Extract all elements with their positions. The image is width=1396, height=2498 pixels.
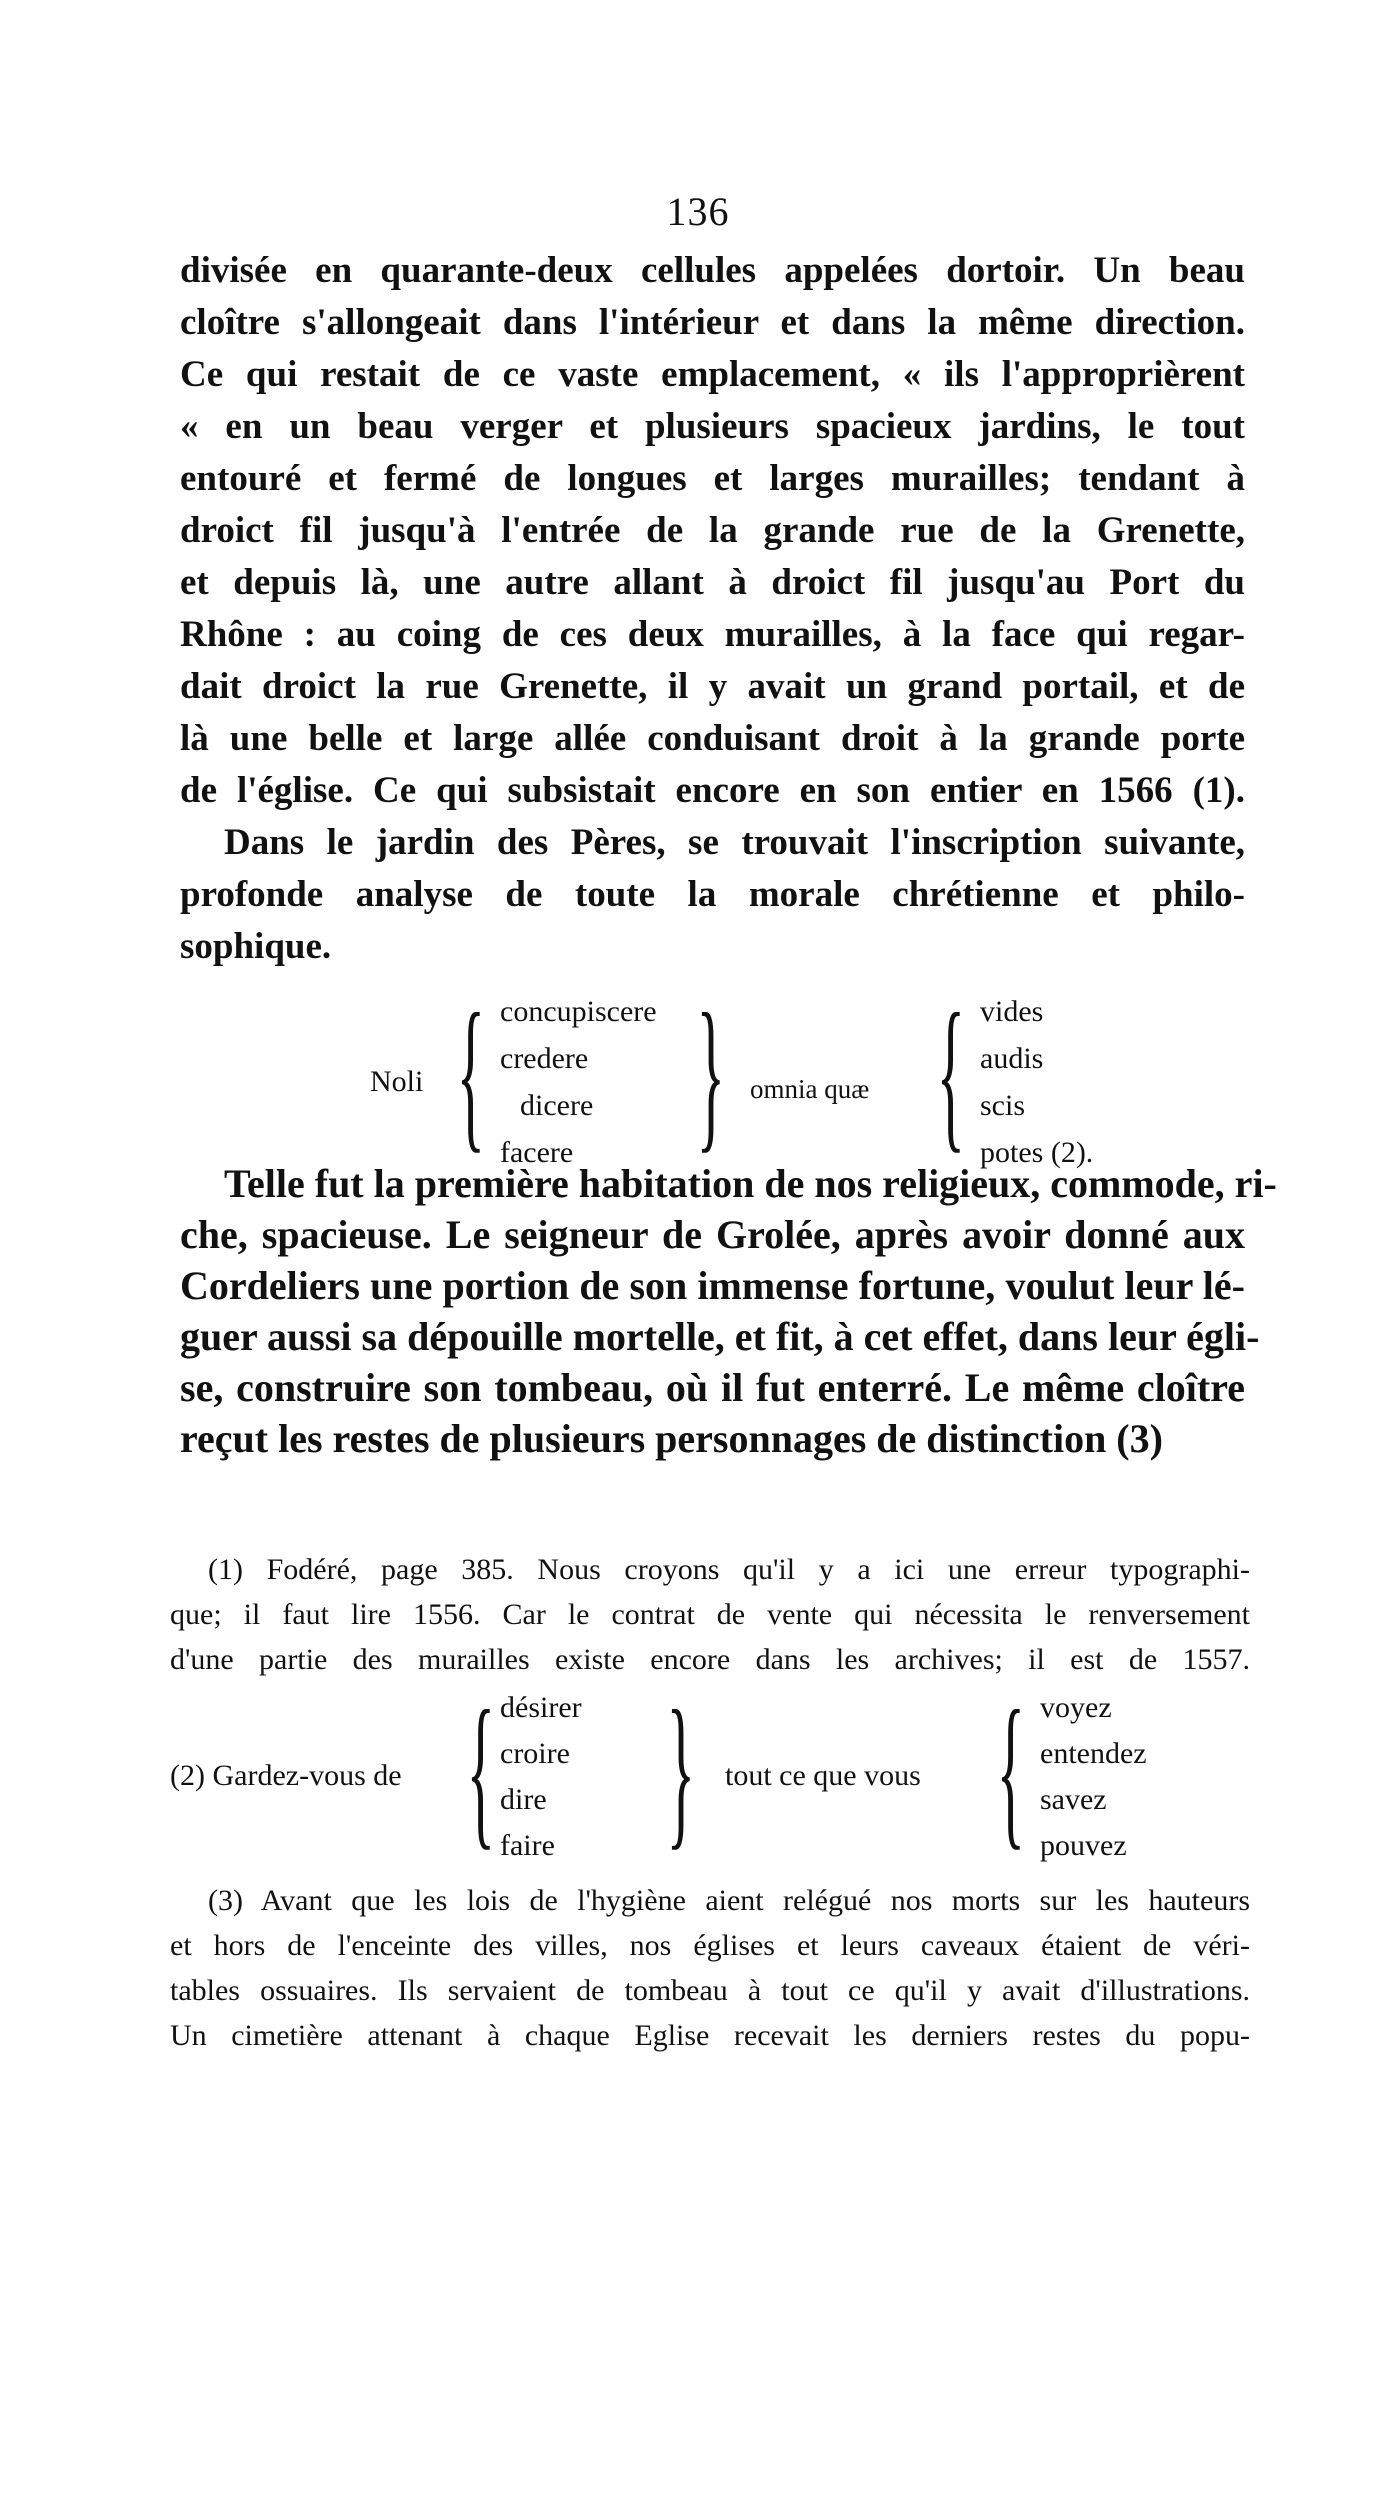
footnote-line: tables ossuaires. Ils servaient de tombeau à tout ce qu'il y avait d'illustrations. xyxy=(170,1974,1250,2007)
footnote-line: et hors de l'enceinte des villes, nos églises et leurs caveaux étaient de véri- xyxy=(170,1929,1250,1962)
latin-inscription xyxy=(370,979,1190,1178)
verb: désirer xyxy=(500,1691,582,1724)
text-line: droict fil jusqu'à l'entrée de la grande rue de la Grenette, xyxy=(180,510,1245,551)
text-line: divisée en quarante-deux cellules appelées dortoir. Un beau xyxy=(180,250,1245,291)
text-line: Ce qui restait de ce vaste emplacement, « ils l'approprièrent xyxy=(180,354,1245,395)
footnote-2-lead: (2) Gardez-vous de xyxy=(170,1759,402,1792)
text-line: et depuis là, une autre allant à droict fil jusqu'au Port du xyxy=(180,562,1245,603)
text-line: guer aussi sa dépouille mortelle, et fit, à cet effet, dans leur égli- xyxy=(180,1314,1260,1359)
object: pouvez xyxy=(1040,1829,1127,1862)
right-brace-icon: } xyxy=(696,979,726,1167)
main-body xyxy=(180,245,1245,973)
text-line: sophique. xyxy=(180,926,332,967)
text-line: entouré et fermé de longues et larges murailles; tendant à xyxy=(180,458,1245,499)
text-line: là une belle et large allée conduisant droit à la grande porte xyxy=(180,718,1245,759)
footnote-2-middle: tout ce que vous xyxy=(725,1759,921,1792)
verb: faire xyxy=(500,1829,555,1862)
verb: croire xyxy=(500,1737,570,1770)
paragraph-3 xyxy=(180,1158,1277,1464)
text-line: dait droict la rue Grenette, il y avait un grand portail, et de xyxy=(180,666,1245,707)
text-line: reçut les restes de plusieurs personnages de distinction (3) xyxy=(180,1416,1163,1461)
inscription-middle: omnia quæ xyxy=(750,1074,870,1104)
text-line: cloître s'allongeait dans l'intérieur et dans la même direction. xyxy=(180,302,1245,343)
verb: dire xyxy=(500,1783,547,1816)
footnote-1 xyxy=(170,1547,1250,1682)
object: vides xyxy=(980,995,1044,1028)
text-line: de l'église. Ce qui subsistait encore en son entier en 1566 (1). xyxy=(180,770,1245,811)
inscription-verbs xyxy=(500,988,657,1176)
left-brace-icon: { xyxy=(996,1676,1026,1864)
paragraph-1 xyxy=(180,245,1245,817)
verb: dicere xyxy=(520,1089,594,1122)
text-line: se, construire son tombeau, où il fut enterré. Le même cloître xyxy=(180,1365,1245,1410)
inscription-objects xyxy=(980,988,1093,1176)
verb: concupiscere xyxy=(500,995,657,1028)
paragraph-2 xyxy=(180,817,1245,973)
text-line: Cordeliers une portion de son immense fortune, voulut leur lé- xyxy=(180,1263,1245,1308)
footnote-line: d'une partie des murailles existe encore dans les archives; il est de 1557. xyxy=(170,1643,1250,1676)
object: scis xyxy=(980,1089,1025,1122)
left-brace-icon: { xyxy=(466,1676,496,1864)
verb: facere xyxy=(500,1136,574,1169)
verb: credere xyxy=(500,1042,589,1075)
footnote-line: Un cimetière attenant à chaque Eglise recevait les derniers restes du popu- xyxy=(170,2019,1250,2052)
footnote-line: (1) Fodéré, page 385. Nous croyons qu'il y a ici une erreur typographi- xyxy=(208,1553,1250,1586)
page-number: 136 xyxy=(666,189,730,234)
text-line: che, spacieuse. Le seigneur de Grolée, après avoir donné aux xyxy=(180,1212,1245,1257)
object: voyez xyxy=(1040,1691,1112,1724)
object: savez xyxy=(1040,1783,1107,1816)
footnote-line: que; il faut lire 1556. Car le contrat de vente qui nécessita le renversement xyxy=(170,1598,1250,1631)
right-brace-icon: } xyxy=(666,1676,696,1864)
footnote-2-objects xyxy=(1040,1685,1147,1869)
left-brace-icon: { xyxy=(936,979,966,1167)
inscription-lead: Noli xyxy=(370,1065,424,1098)
text-line: Telle fut la première habitation de nos religieux, commode, ri- xyxy=(224,1161,1277,1206)
text-line: « en un beau verger et plusieurs spacieux jardins, le tout xyxy=(180,406,1245,447)
object: audis xyxy=(980,1042,1044,1075)
footnote-2-verbs xyxy=(500,1685,582,1869)
object: entendez xyxy=(1040,1737,1147,1770)
footnote-3 xyxy=(170,1878,1250,2058)
text-line: Dans le jardin des Pères, se trouvait l'inscription suivante, xyxy=(224,822,1245,863)
footnote-2 xyxy=(170,1676,1250,1875)
footnote-line: (3) Avant que les lois de l'hygiène aient relégué nos morts sur les hauteurs xyxy=(208,1884,1250,1917)
left-brace-icon: { xyxy=(456,979,486,1167)
text-line: Rhône : au coing de ces deux murailles, à la face qui regar- xyxy=(180,614,1245,655)
object: potes (2). xyxy=(980,1136,1094,1169)
text-line: profonde analyse de toute la morale chrétienne et philo- xyxy=(180,874,1245,915)
